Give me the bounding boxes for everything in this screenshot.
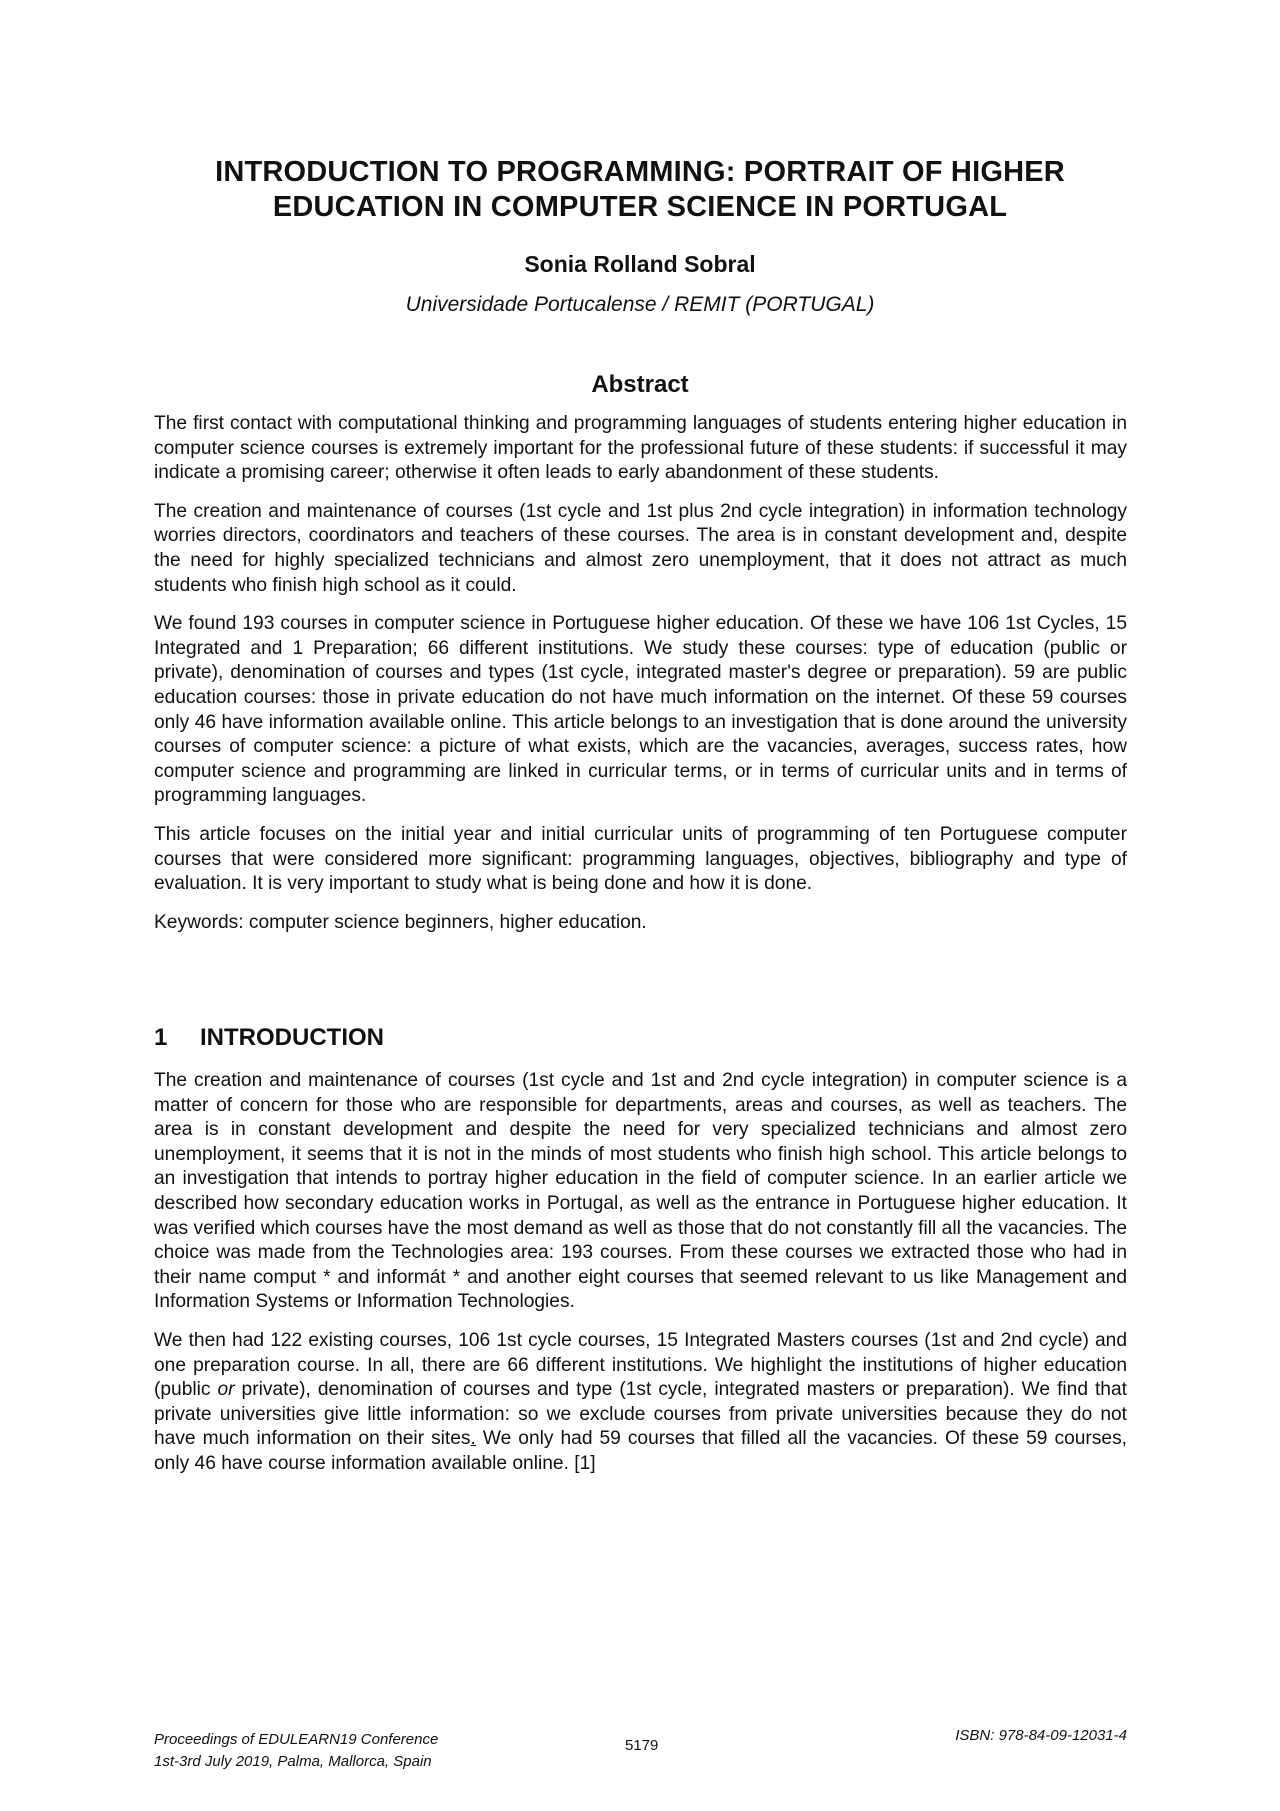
footer-dates: 1st-3rd July 2019, Palma, Mallorca, Spain: [154, 1753, 432, 1770]
paper-title: [150, 155, 1130, 225]
intro-text: private), denomination of courses and type (1st cycle, integrated masters or preparation). We find that private universities give little information: so we exclude courses from private universities because they do not have much information on their sites: [154, 1379, 1127, 1450]
section-number: 1: [154, 1024, 168, 1051]
footer-isbn: ISBN: 978-84-09-12031-4: [955, 1727, 1127, 1744]
section-title: INTRODUCTION: [200, 1024, 384, 1051]
author-name: Sonia Rolland Sobral: [524, 251, 756, 277]
title-line-2: EDUCATION IN COMPUTER SCIENCE IN PORTUGAL: [272, 191, 1008, 223]
intro-text: We only had 59 courses that filled all the vacancies. Of these 59 courses, only 46 have course information available online. [1]: [154, 1428, 1127, 1474]
title-line-1: INTRODUCTION TO PROGRAMMING: PORTRAIT OF HIGHER: [215, 156, 1065, 188]
intro-underlined-period: .: [470, 1428, 476, 1450]
abstract-paragraph: This article focuses on the initial year and initial curricular units of programming of ten Portuguese computer courses that were considered more significant: programming languages, objectives, bibliography and type of evaluation. It is very important to study what is being done and how it is done.: [154, 823, 1127, 895]
footer-proceedings: [154, 1729, 438, 1773]
intro-emphasis: or: [217, 1379, 235, 1401]
abstract-paragraph: The creation and maintenance of courses (1st cycle and 1st plus 2nd cycle integration) in information technology worries directors, coordinators and teachers of these courses. The area is in constant development and, despite the need for highly specialized technicians and almost zero unemployment, that it does not attract as much students who finish high school as it could.: [154, 500, 1127, 596]
abstract-paragraph: The first contact with computational thinking and programming languages of students entering higher education in computer science courses is extremely important for the professional future of these students: if successful it may indicate a promising career; otherwise it often leads to early abandonment of these students.: [154, 413, 1127, 484]
footer-conference: Proceedings of EDULEARN19 Conference: [154, 1731, 439, 1748]
section-heading-introduction: [154, 1024, 384, 1052]
abstract-body: [154, 412, 1127, 949]
intro-text: We then had 122 existing courses, 106 1st cycle courses, 15 Integrated Masters courses (1st and 2nd cycle) and one preparation course. In all, there are 66 different institutions. We highlight the institutions of higher education (public: [154, 1329, 1127, 1401]
intro-paragraph: [154, 1329, 1127, 1477]
abstract-heading: Abstract: [591, 371, 689, 398]
author-affiliation: Universidade Portucalense / REMIT (PORTUGAL): [405, 293, 875, 316]
abstract-paragraph: We found 193 courses in computer science in Portuguese higher education. Of these we have 106 1st Cycles, 15 Integrated and 1 Preparation; 66 different institutions. We study these courses: type of education (public or private), denomination of courses and types (1st cycle, integrated master's degree or preparation). 59 are public education courses: those in private education do not have much information on the internet. Of these 59 courses only 46 have information available online. This article belongs to an investigation that is done around the university courses of computer science: a picture of what exists, which are the vacancies, averages, success rates, how computer science and programming are linked in curricular terms, or in terms of curricular units and in terms of programming languages.: [154, 613, 1127, 807]
intro-paragraph: The creation and maintenance of courses (1st cycle and 1st and 2nd cycle integration) in computer science is a matter of concern for those who are responsible for departments, areas and courses, as well as teachers. The area is in constant development and despite the need for very specialized technicians and almost zero unemployment, it seems that it is not in the minds of most students who finish high school. This article belongs to an investigation that intends to portray higher education in the field of computer science. In an earlier article we described how secondary education works in Portugal, as well as the entrance in Portuguese higher education. It was verified which courses have the most demand as well as those that do not constantly fill all the vacancies. The choice was made from the Technologies area: 193 courses. From these courses we extracted those who had in their name comput * and informát * and another eight courses that seemed relevant to us like Management and Information Systems or Information Technologies.: [154, 1070, 1127, 1313]
introduction-body: [154, 1069, 1127, 1491]
page-number: 5179: [625, 1737, 659, 1754]
keywords: Keywords: computer science beginners, higher education.: [154, 911, 647, 933]
